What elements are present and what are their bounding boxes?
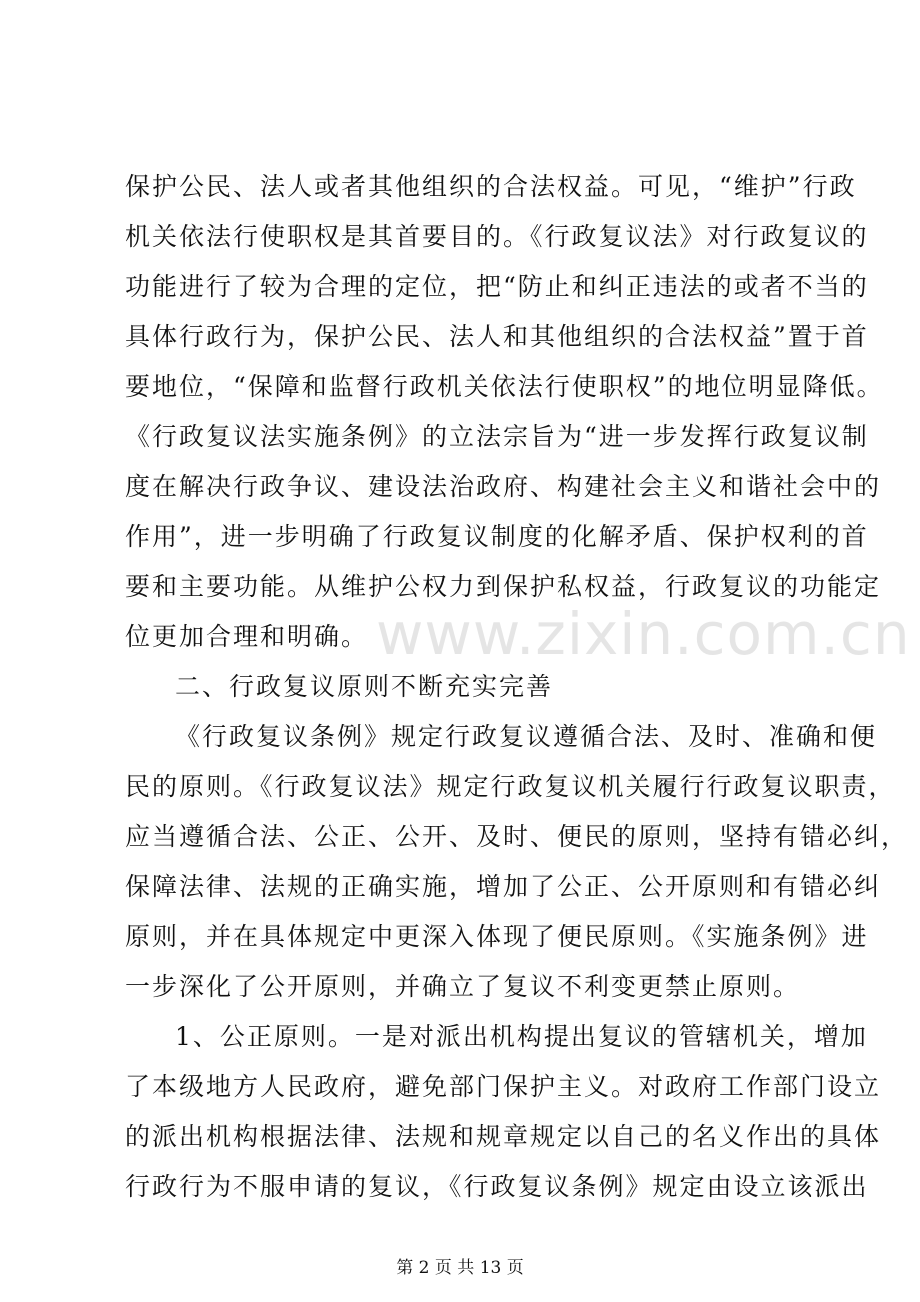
body-line: 保护公民、法人或者其他组织的合法权益。可见，“维护”行政 — [125, 172, 857, 201]
body-line: 的派出机构根据法律、法规和规章规定以自己的名义作出的具体 — [125, 1122, 882, 1151]
body-line: 1、公正原则。一是对派出机构提出复议的管辖机关，增加 — [175, 1022, 868, 1051]
body-line: 度在解决行政争议、建设法治政府、构建社会主义和谐社会中的 — [125, 472, 882, 501]
body-line: 机关依法行使职权是其首要目的。《行政复议法》对行政复议的 — [125, 222, 869, 251]
body-line: 行政行为不服申请的复议，《行政复议条例》规定由设立该派出 — [125, 1172, 869, 1201]
body-line: 《行政复议法实施条例》的立法宗旨为“进一步发挥行政复议制 — [125, 422, 869, 451]
body-line: 一步深化了公开原则，并确立了复议不利变更禁止原则。 — [125, 972, 801, 1001]
body-line: 作用”，进一步明确了行政复议制度的化解矛盾、保护权利的首 — [125, 522, 869, 551]
watermark: www.zixin.com.cn — [376, 600, 911, 668]
body-line: 要和主要功能。从维护公权力到保护私权益，行政复议的功能定 — [125, 572, 882, 601]
body-line: 了本级地方人民政府，避免部门保护主义。对政府工作部门设立 — [125, 1072, 882, 1101]
body-line: 应当遵循合法、公正、公开、及时、便民的原则，坚持有错必纠， — [125, 822, 909, 851]
body-line: 具体行政行为，保护公民、法人和其他组织的合法权益”置于首 — [125, 322, 869, 351]
body-line: 原则，并在具体规定中更深入体现了便民原则。《实施条例》进 — [125, 922, 869, 951]
body-line: 要地位，“保障和监督行政机关依法行使职权”的地位明显降低。 — [125, 372, 884, 401]
body-line: 《行政复议条例》规定行政复议遵循合法、及时、准确和便 — [175, 722, 878, 751]
page-footer: 第 2 页 共 13 页 — [396, 1258, 524, 1278]
body-line: 功能进行了较为合理的定位，把“防止和纠正违法的或者不当的 — [125, 272, 869, 301]
body-line: 民的原则。《行政复议法》规定行政复议机关履行行政复议职责， — [125, 772, 896, 801]
body-line: 保障法律、法规的正确实施，增加了公正、公开原则和有错必纠 — [125, 872, 882, 901]
section-heading: 二、行政复议原则不断充实完善 — [175, 672, 554, 701]
body-line: 位更加合理和明确。 — [125, 622, 369, 651]
